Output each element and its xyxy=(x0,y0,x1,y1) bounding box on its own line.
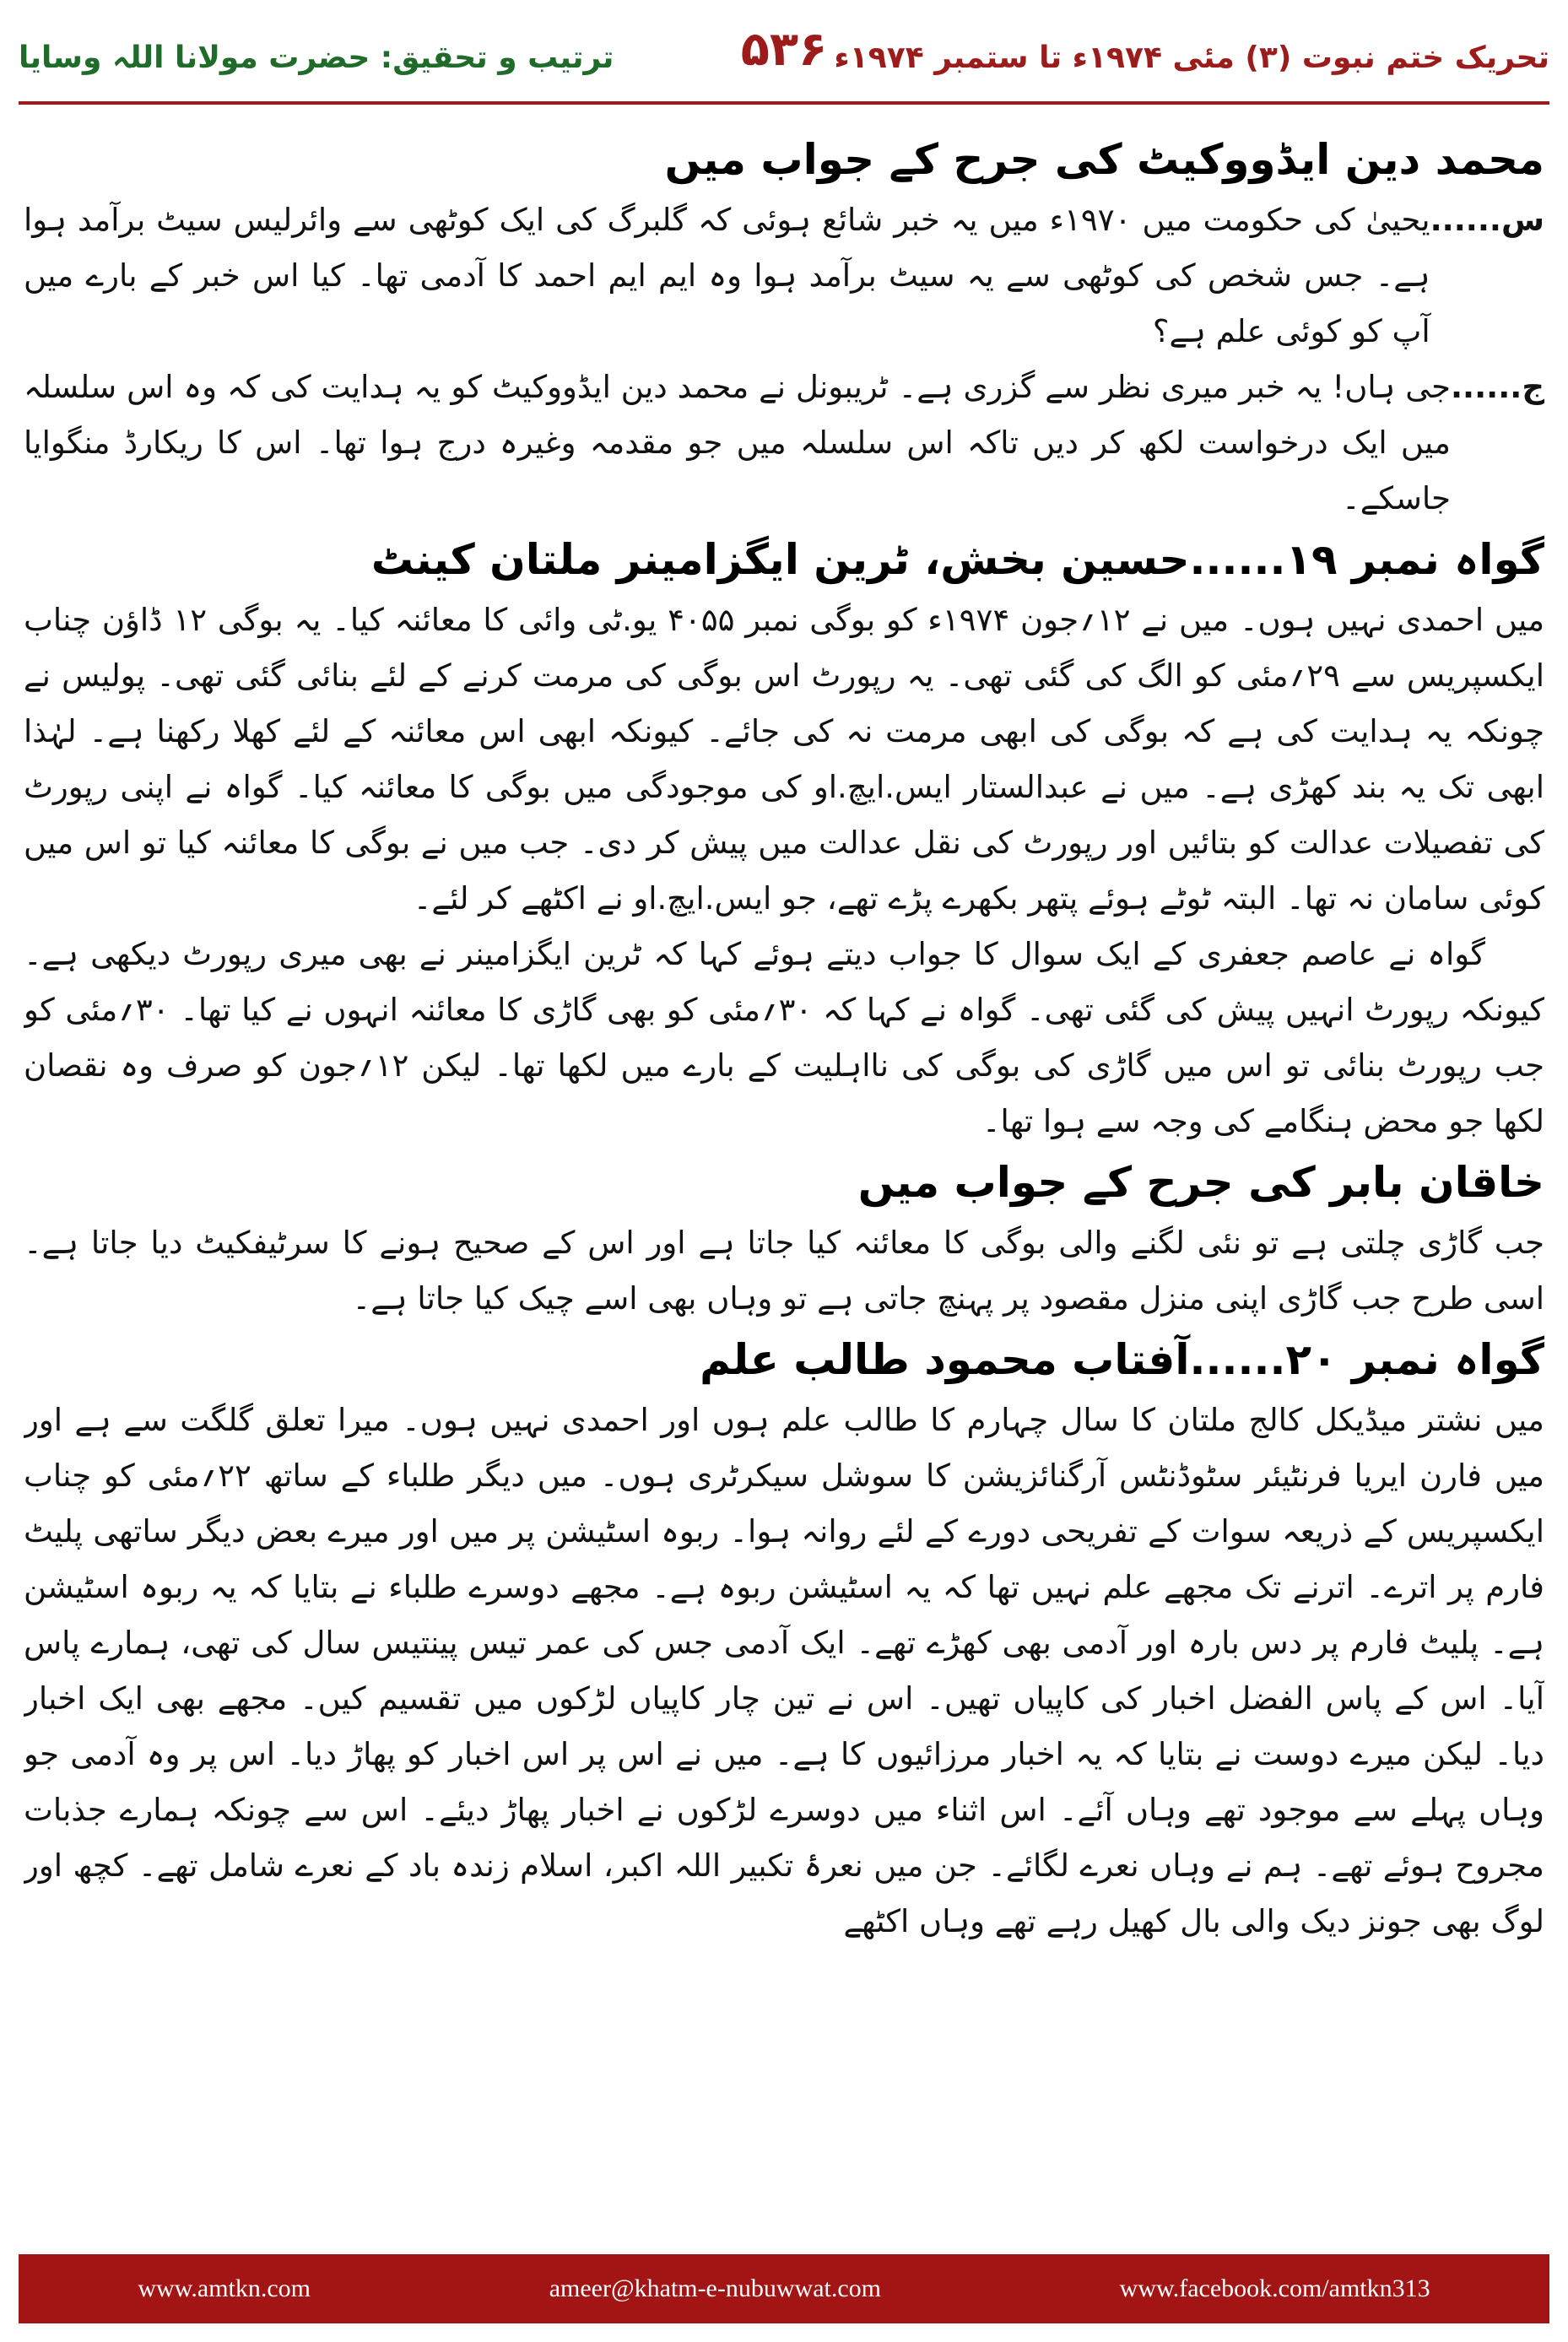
body-paragraph: گواہ نے عاصم جعفری کے ایک سوال کا جواب دیتے ہوئے کہا کہ ٹرین ایگزامینر نے بھی میری رپورٹ دیکھی ہے۔ کیونکہ رپورٹ انہیں پیش کی گئی تھی۔ گواہ نے کہا کہ ۳۰؍مئی کو بھی گاڑی کا معائنہ انہوں نے کیا تھا۔ ۳۰؍مئی کو جب رپورٹ بنائی تو اس میں گاڑی کی بوگی کی نااہلیت کے بارے میں لکھا تھا۔ لیکن ۱۲؍جون کو صرف وہ نقصان لکھا جو محض ہنگامے کی وجہ سے ہوا تھا۔ xyxy=(24,936,1544,1139)
page-header xyxy=(19,19,1549,111)
website-link[interactable]: www.amtkn.com xyxy=(138,2274,311,2302)
section-heading: گواہ نمبر ۲۰......آفتاب محمود طالب علم xyxy=(700,1335,1544,1384)
compiler-credit: ترتیب و تحقیق: حضرت مولانا اللہ وسایا xyxy=(19,41,614,75)
question-text: یحییٰ کی حکومت میں ۱۹۷۰ء میں یہ خبر شائع ہوئی کہ گلبرگ کی ایک کوٹھی سے وائرلیس سیٹ برآمد ہوا ہے۔ جس شخص کی کوٹھی سے یہ سیٹ برآمد ہوا وہ ایم ایم احمد کا آدمی تھا۔ کیا اس خبر کے بارے میں آپ کو کوئی علم ہے؟ xyxy=(24,202,1430,349)
page-footer xyxy=(19,2254,1549,2323)
page-body xyxy=(24,127,1544,2224)
question-block xyxy=(24,192,1544,360)
answer-label: ج...... xyxy=(1451,369,1544,405)
header-divider xyxy=(19,101,1549,105)
body-paragraph: میں احمدی نہیں ہوں۔ میں نے ۱۲؍جون ۱۹۷۴ء کو بوگی نمبر ۴۰۵۵ یو.ٹی وائی کا معائنہ کیا۔ یہ بوگی ۱۲ ڈاؤن چناب ایکسپریس سے ۲۹؍مئی کو الگ کی گئی تھی۔ یہ رپورٹ اس بوگی کی مرمت کرنے کے لئے بنائی گئی تھی۔ پولیس نے چونکہ یہ ہدایت کی ہے کہ بوگی کی ابھی مرمت نہ کی جائے۔ کیونکہ ابھی اس معائنہ کے لئے کھلا رکھنا ہے۔ لہٰذا ابھی تک یہ بند کھڑی ہے۔ میں نے عبدالستار ایس.ایچ.او کی موجودگی میں بوگی کا معائنہ کیا۔ گواہ نے اپنی رپورٹ کی تفصیلات عدالت کو بتائیں اور رپورٹ کی نقل عدالت میں پیش کر دی۔ جب میں نے بوگی کا معائنہ کیا تو اس میں کوئی سامان نہ تھا۔ البتہ ٹوٹے ہوئے پتھر بکھرے پڑے تھے، جو ایس.ایچ.او نے اکٹھے کر لئے۔ xyxy=(24,602,1544,917)
body-paragraph: جب گاڑی چلتی ہے تو نئی لگنے والی بوگی کا معائنہ کیا جاتا ہے اور اس کے صحیح ہونے کا سرٹیفکیٹ دیا جاتا ہے۔ اسی طرح جب گاڑی اپنی منزل مقصود پر پہنچ جاتی ہے تو وہاں بھی اسے چیک کیا جاتا ہے۔ xyxy=(24,1225,1544,1317)
answer-text: جی ہاں! یہ خبر میری نظر سے گزری ہے۔ ٹریبونل نے محمد دین ایڈووکیٹ کو یہ ہدایت کی کہ وہ اس سلسلہ میں ایک درخواست لکھ کر دیں تاکہ اس سلسلہ میں جو مقدمہ وغیرہ درج ہوا تھا۔ اس کا ریکارڈ منگوایا جاسکے۔ xyxy=(24,369,1451,517)
email-link[interactable]: ameer@khatm-e-nubuwwat.com xyxy=(549,2274,881,2302)
section-heading: محمد دین ایڈووکیٹ کی جرح کے جواب میں xyxy=(664,135,1544,184)
section-heading: خاقان بابر کی جرح کے جواب میں xyxy=(857,1158,1544,1207)
page-number: ۵۳۶ xyxy=(740,22,828,77)
answer-block xyxy=(24,360,1544,527)
section-heading: گواہ نمبر ۱۹......حسین بخش، ٹرین ایگزامینر ملتان کینٹ xyxy=(370,535,1544,584)
facebook-link[interactable]: www.facebook.com/amtkn313 xyxy=(1119,2274,1430,2302)
body-paragraph: میں نشتر میڈیکل کالج ملتان کا سال چہارم کا طالب علم ہوں اور احمدی نہیں ہوں۔ میرا تعلق گلگت سے ہے اور میں فارن ایریا فرنٹیئر سٹوڈنٹس آرگنائزیشن کا سوشل سیکرٹری ہوں۔ میں دیگر طلباء کے ساتھ ۲۲؍مئی کو چناب ایکسپریس کے ذریعہ سوات کے تفریحی دورے کے لئے روانہ ہوا۔ ربوہ اسٹیشن پر میں اور میرے بعض دیگر ساتھی پلیٹ فارم پر اترے۔ اترنے تک مجھے علم نہیں تھا کہ یہ اسٹیشن ربوہ ہے۔ مجھے دوسرے طلباء نے بتایا کہ یہ ربوہ اسٹیشن ہے۔ پلیٹ فارم پر دس بارہ اور آدمی بھی کھڑے تھے۔ ایک آدمی جس کی عمر تیس پینتیس سال کی تھی، ہمارے پاس آیا۔ اس کے پاس الفضل اخبار کی کاپیاں تھیں۔ اس نے تین چار کاپیاں لڑکوں میں تقسیم کیں۔ مجھے بھی ایک اخبار دیا۔ لیکن میرے دوست نے بتایا کہ یہ اخبار مرزائیوں کا ہے۔ میں نے اس پر اس اخبار کو پھاڑ دیا۔ اس پر وہ آدمی جو وہاں پہلے سے موجود تھے وہاں آئے۔ اس اثناء میں دوسرے لڑکوں نے اخبار پھاڑ دیئے۔ اس سے چونکہ ہمارے جذبات مجروح ہوئے تھے۔ ہم نے وہاں نعرے لگائے۔ جن میں نعرۂ تکبیر اللہ اکبر، اسلام زندہ باد کے نعرے شامل تھے۔ کچھ اور لوگ بھی جونز دیک والی بال کھیل رہے تھے وہاں اکٹھے xyxy=(24,1402,1544,1939)
book-title: تحریک ختم نبوت (۳) مئی ۱۹۷۴ء تا ستمبر ۱۹۷۴ء xyxy=(834,41,1549,75)
question-label: س...... xyxy=(1430,202,1544,238)
